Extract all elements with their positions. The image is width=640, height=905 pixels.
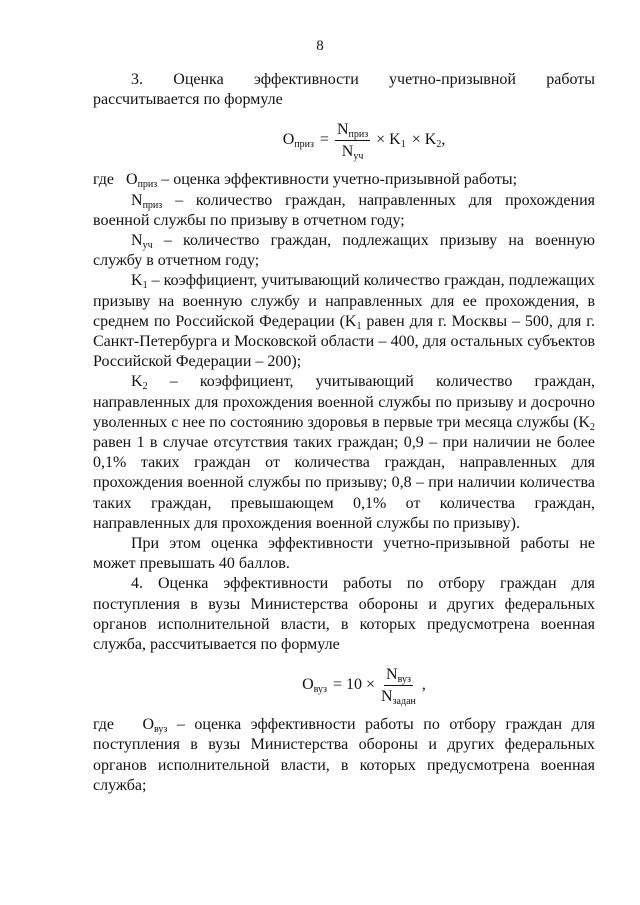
def-o-priz: где $О_{приз}$ – оценка эффективности учетно-призывной работы; [93,171,518,191]
formula-eq: = [319,131,329,149]
formula-eq: = 10 × [333,676,376,694]
page-number: 8 [316,38,324,54]
formula-k1: × $K_1$ [376,131,406,151]
section-3-intro: 3. Оценка эффективности учетно-призывной работы [131,71,595,88]
section-3-note: При этом оценка эффективности учетно-призывной работы не может превышать 40 баллов. [93,535,595,573]
formula-fraction [335,120,370,161]
def-n-priz: $N_{приз}$ – количество граждан, направленных для прохождения военной службы по призыву в отчетном году; [93,191,596,229]
def-k1: $K_1$ – коэффициент, учитывающий количество граждан, подлежащих призыву на военную службу и направленных для ее прохождения, в среднем по Российской Федерации ($K_1$ равен для г. Москвы – 500, для г. Санкт-Петербурга и Московской области – 400, для остальных субъектов Российской Федерации – 200); [93,272,596,371]
formula-fraction [381,665,416,706]
formula-lhs: $О_{приз}$ [282,131,314,151]
formula-denominator: $N_{уч}$ [341,142,364,162]
formula-numerator: $N_{приз}$ [336,120,369,140]
formula-denominator: $N_{задан}$ [381,687,416,707]
formula-end: , [421,676,426,694]
def-k2: $K_2$ – коэффициент, учитывающий количество граждан, направленных для прохождения военной службы по призыву и досрочно уволенных с нее по состоянию здоровья в первые три месяца службы ($K_2$ равен 1 в случае отсутствия таких граждан; 0,9 – при наличии не более 0,1% таких граждан от количества граждан, направленных для прохождения военной службы по призыву; 0,8 – при наличии количества таких граждан, превышающем 0,1% от количества граждан, направленных для прохождения военной службы по призыву). [93,373,595,532]
section-4-intro: 4. Оценка эффективности работы по отбору граждан для поступления в вузы Министерства обороны и других федеральных органов исполнительной власти, в которых предусмотрена военная служба, рассчитывается по формуле [93,575,595,654]
def-n-uch: $N_{уч}$ – количество граждан, подлежащих призыву на военную службу в отчетном году; [93,232,596,270]
formula-vuz [93,657,595,713]
formula-k2: × $K_2$, [411,131,446,151]
formula-lhs: $О_{вуз}$ [302,676,327,696]
document-body [93,70,595,796]
section-3-intro-cont: рассчитывается по формуле [93,91,283,109]
def-o-vuz: где $О_{вуз}$ – оценка эффективности работы по отбору граждан для поступления в вузы Министерства обороны и других федеральных органов исполнительной власти, в которых предусмотрена военная служба; [93,716,596,794]
formula-priz [93,112,595,168]
formula-numerator: $N_{вуз}$ [386,665,411,685]
